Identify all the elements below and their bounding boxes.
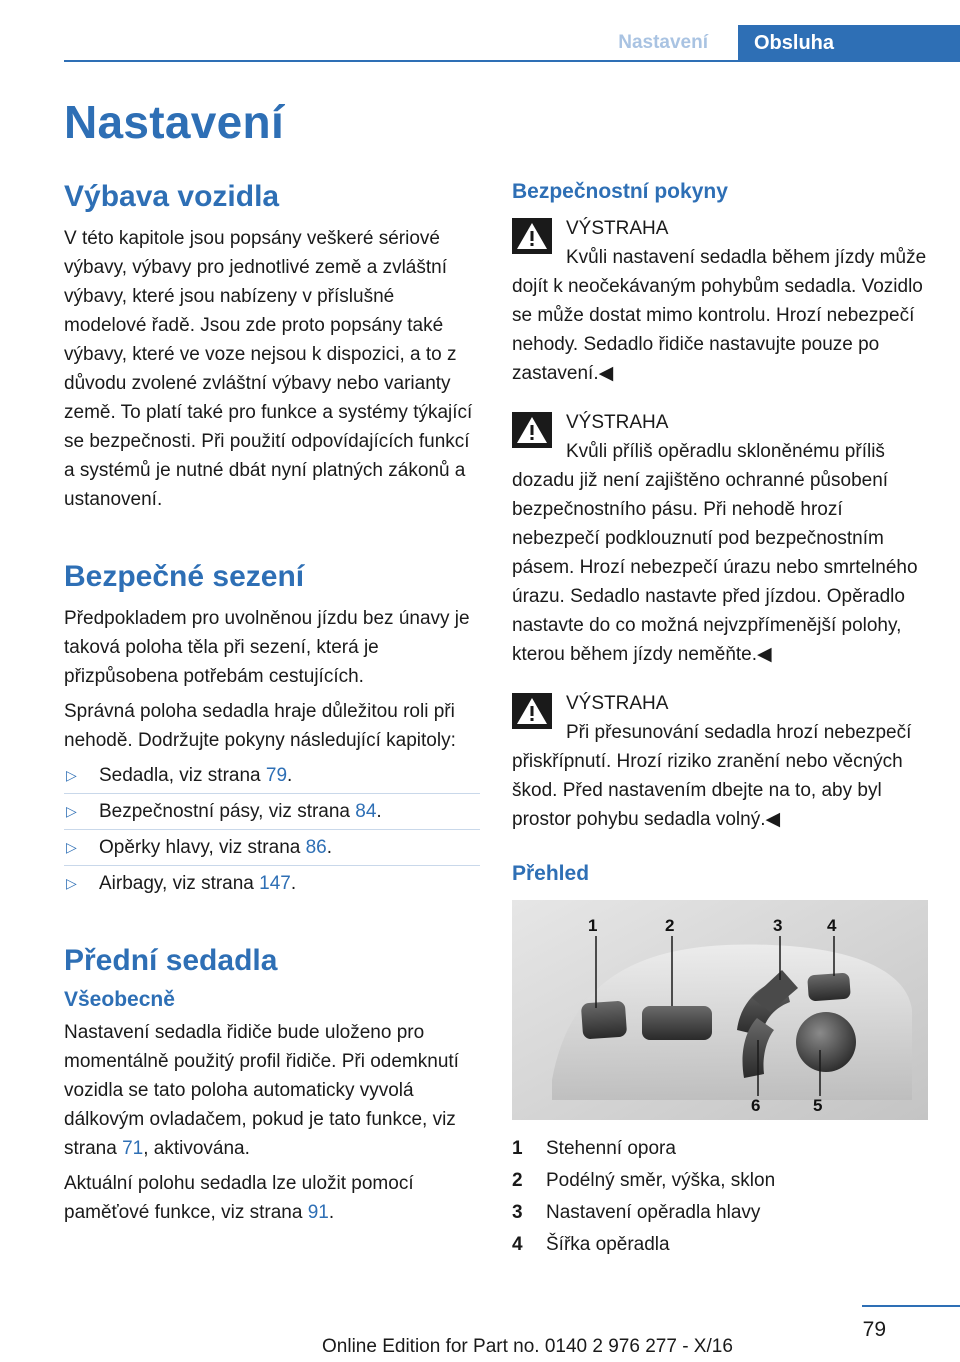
triangle-bullet-icon: ▷ (66, 803, 77, 819)
page-title: Nastavení (64, 96, 285, 148)
warning-text: Při přesunování sedadla hrozí nebezpečí přiskřípnutí. Hrozí riziko zranění nebo věcných škod. Před nastavením dbejte na to, aby byl prostor pohybu sedadla volný.◀ (512, 722, 912, 830)
warning-text: Kvůli nastavení sedadla během jízdy může dojít k neočekávaným pohybům sedadla. Vozidlo se může dostat mimo kontrolu. Hrozí nebezpečí nehody. Sedadlo řidiče nastavujte pouze po zastavení.◀ (512, 247, 927, 384)
predni-p2: Aktuální polohu sedadla lze uložit pomocí paměťové funkce, viz strana 91. (64, 1173, 414, 1223)
figure-label-4: 4 (827, 916, 837, 935)
reference-list (64, 761, 480, 898)
warning-label: VÝSTRAHA (566, 412, 669, 433)
legend-item: 1 Stehenní opora (512, 1138, 676, 1159)
list-item: ▷ Sedadla, viz strana 79. (64, 761, 480, 790)
figure-label-5: 5 (813, 1096, 823, 1115)
subheading-vseobecne: Všeobecně (64, 988, 175, 1011)
page-number: 79 (862, 1318, 886, 1341)
list-item: ▷ Airbagy, viz strana 147. (64, 869, 480, 898)
footer-rule (862, 1305, 960, 1307)
page-link[interactable]: 79 (265, 765, 288, 786)
legend-item: 2 Podélný směr, výška, sklon (512, 1170, 776, 1191)
page-link[interactable]: 84 (355, 801, 377, 822)
warning-block (512, 214, 928, 388)
legend-item: 4 Šířka opěradla (512, 1234, 670, 1255)
warning-triangle-icon (512, 412, 552, 448)
sezeni-p2: Správná poloha sedadla hraje důležitou roli při nehodě. Dodržujte pokyny následující kapitoly: (64, 701, 456, 751)
header-rule (64, 60, 960, 62)
list-item: ▷ Opěrky hlavy, viz strana 86. (64, 833, 480, 862)
list-item: ▷ Bezpečnostní pásy, viz strana 84. (64, 797, 480, 826)
seat-controls-image (512, 900, 928, 1120)
warning-label: VÝSTRAHA (566, 693, 669, 714)
warning-text: Kvůli příliš opěradlu skloněnému příliš dozadu již není zajištěno ochranné působení bezpečnostního pásu. Při nehodě hrozí nebezpečí podklouznutí pod bezpečnostním pásem. Hrozí nebezpečí úrazu nebo smrtelného úrazu. Sedadlo nastavte před jízdou. Opěradlo nastavte do co možná nejvzpřímenější polohy, kterou během jízdy neměňte.◀ (512, 441, 918, 665)
tab-obsluha[interactable]: Obsluha (738, 25, 960, 62)
triangle-bullet-icon: ▷ (66, 767, 77, 783)
warning-block (512, 408, 928, 669)
triangle-bullet-icon: ▷ (66, 875, 77, 891)
heading-bezpecnostni-pokyny: Bezpečnostní pokyny (512, 180, 728, 203)
right-column (512, 180, 928, 1262)
seat-controls-illustration (512, 900, 928, 1120)
heading-predni-sedadla: Přední sedadla (64, 944, 278, 977)
heading-bezpecne-sezeni: Bezpečné sezení (64, 560, 305, 593)
legend-list (512, 1134, 928, 1259)
warning-block (512, 689, 928, 834)
heading-prehled: Přehled (512, 862, 590, 885)
figure-label-1: 1 (588, 916, 598, 935)
sezeni-p1: Předpokladem pro uvolněnou jízdu bez únavy je taková poloha těla při sezení, která je přizpůsobena potřebám cestujících. (64, 608, 470, 687)
figure-label-3: 3 (773, 916, 783, 935)
warning-triangle-icon (512, 693, 552, 729)
figure-label-6: 6 (751, 1096, 761, 1115)
divider (64, 829, 480, 830)
page-link[interactable]: 147 (259, 873, 291, 894)
heading-vybava: Výbava vozidla (64, 180, 280, 213)
page-link[interactable]: 71 (122, 1138, 144, 1159)
predni-p1: Nastavení sedadla řidiče bude uloženo pro momentálně použitý profil řidiče. Při odemknutí vozidla se tato poloha automaticky vyvolá dálkovým ovladačem, pokud je tato funkce, viz strana 71, aktivována. (64, 1022, 459, 1159)
warning-triangle-icon (512, 218, 552, 254)
page-link[interactable]: 91 (307, 1202, 329, 1223)
warning-label: VÝSTRAHA (566, 218, 669, 239)
edition-note: Online Edition for Part no. 0140 2 976 277 - X/16 (322, 1336, 733, 1357)
divider (64, 865, 480, 866)
page-link[interactable]: 86 (305, 837, 327, 858)
vybava-text: V této kapitole jsou popsány veškeré sériové výbavy, výbavy pro jednotlivé země a zvláštní výbavy, které jsou nabízeny v příslušné modelové řadě. Jsou zde proto popsány také výbavy, které ve voze nejsou k dispozici, a to z důvodu zvolené zvláštní výbavy nebo varianty země. To platí také pro funkce a systémy týkající se bezpečnosti. Při použití odpovídajících funkcí a systémů je nutné dbát nyní platných zákonů a ustanovení. (64, 228, 473, 510)
tab-nastaveni[interactable]: Nastavení (618, 32, 708, 53)
legend-item: 3 Nastavení opěradla hlavy (512, 1202, 761, 1223)
figure-label-2: 2 (665, 916, 675, 935)
divider (64, 793, 480, 794)
triangle-bullet-icon: ▷ (66, 839, 77, 855)
left-column (64, 180, 480, 1233)
